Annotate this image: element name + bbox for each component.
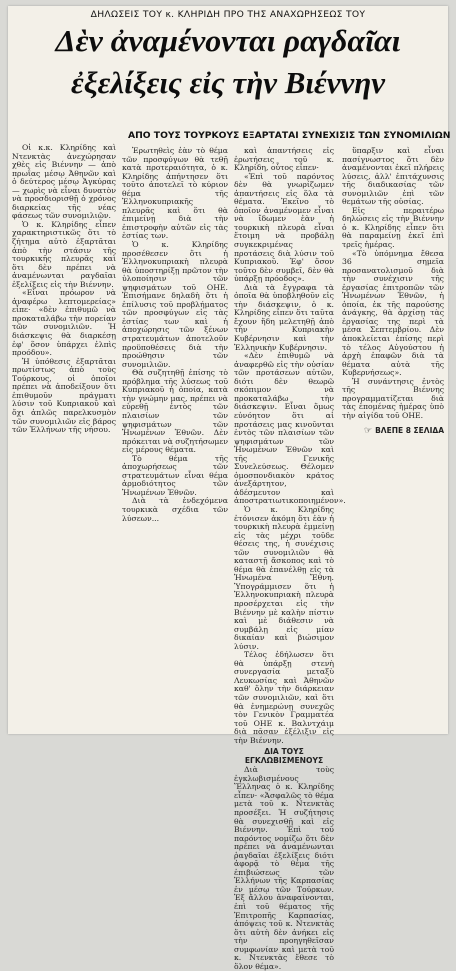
paragraph: «Ἐπὶ τοῦ παρόντος δὲν θὰ γνωρίζωμεν ἀπαντήσεις εἰς ὅλα τὰ θέματα. Ἐκεῖνο τὸ ὁποῖον ἀναμένομεν εἶναι νὰ ἴδωμεν ἐὰν ἡ τουρκικὴ πλευρὰ εἶναι ἕτοιμη νὰ προβάλῃ συγκεκριμένας προτάσεις διὰ λύσιν τοῦ Κυπριακοῦ. Ἐφ' ὅσον τοῦτο δὲν συμβεῖ, δὲν θὰ ὑπάρξῃ πρόοδος».	[234, 171, 334, 284]
paragraph: Ἐρωτηθεὶς ἐὰν τὸ θέμα τῶν προσφύγων θὰ τεθῇ κατὰ προτεραιότητα, ὁ κ. Κληρίδης ἀπήντησεν ὅτι τοῦτο ἀποτελεῖ τὸ κύριον θέμα τῆς Ἑλληνοκυπριακῆς πλευρᾶς καὶ ὅτι θὰ ἐπιμείνῃ διὰ τὴν ἐπιστροφὴν αὐτῶν εἰς τὰς ἑστίας των.	[122, 146, 228, 241]
paragraph: «Εἶναι πρόωρον νὰ ἀναφέρω λεπτομερείας» εἶπε· «δὲν ἐπιθυμῶ νὰ προκαταλάβω τὴν πορείαν τῶν συνομιλιῶν. Ἡ διάσκεψις θὰ διαρκέσῃ ἐφ' ὅσον ὑπάρχει ἐλπὶς προόδου».	[12, 288, 116, 358]
paragraph: Τέλος ἐδήλωσεν ὅτι θὰ ὑπάρξῃ στενὴ συνεργασία μεταξὺ Λευκωσίας καὶ Ἀθηνῶν καθ' ὅλην τὴν διάρκειαν τῶν συνομιλιῶν, καὶ ὅτι θὰ ἐνημερώνῃ συνεχῶς τὸν Γενικὸν Γραμματέα τοῦ ΟΗΕ κ. Βαλντχάιμ διὰ πᾶσαν ἐξέλιξιν εἰς τὴν Βιέννην.	[234, 650, 334, 745]
arrow-right-icon: ☞	[363, 425, 373, 436]
paragraph: Τὸ θέμα τῆς ἀποχωρήσεως τῶν στρατευμάτων εἶναι θέμα ἀρμοδιότητος τῶν Ἡνωμένων Ἐθνῶν.	[122, 453, 228, 497]
continued-on-page-note	[342, 427, 444, 436]
paragraph: Οἱ κ.κ. Κληρίδης καὶ Ντενκτὰς ἀνεχώρησαν χθὲς εἰς Βιέννην — ἀπὸ πρωΐας μέσῳ Ἀθηνῶν καὶ ὁ δεύτερος μέσῳ Ἀγκύρας — χωρὶς νὰ εἶναι δυνατὸν νὰ προσδιορισθῇ ὁ χρόνος διαρκείας τῆς νέας φάσεως τῶν συνομιλιῶν.	[12, 143, 116, 221]
paragraph: Θὰ συζητηθῇ ἐπίσης τὸ πρόβλημα τῆς λύσεως τοῦ Κυπριακοῦ ἡ ὁποία, κατὰ τὴν γνώμην μας, πρέπει νὰ εὑρεθῇ ἐντὸς τῶν πλαισίων τῶν ψηφισμάτων τῶν Ἡνωμένων Ἐθνῶν. Δὲν πρόκειται νὰ συζητήσωμεν εἰς μέρους θέματα.	[122, 368, 228, 455]
article-column-3	[234, 146, 346, 971]
paragraph: Ὁ κ. Κληρίδης ἐτόνισεν ἀκόμη ὅτι ἐὰν ἡ τουρκικὴ πλευρὰ ἐμμείνῃ εἰς τὰς μέχρι τοῦδε θέσεις της, ἡ συνέχισις τῶν συνομιλιῶν θὰ καταστῇ ἄσκοπος καὶ τὸ θέμα θὰ ἐπανέλθῃ εἰς τὰ Ἡνωμένα Ἔθνη. Ὑπογράμμισεν ὅτι ἡ Ἑλληνοκυπριακὴ πλευρὰ προσέρχεται εἰς τὴν Βιέννην μὲ καλὴν πίστιν καὶ μὲ διάθεσιν νὰ συμβάλῃ εἰς μίαν δικαίαν καὶ βιώσιμον λύσιν.	[234, 504, 334, 651]
paragraph: Ὁ κ. Κληρίδης εἶπεν χαρακτηριστικῶς ὅτι τὸ ζήτημα αὐτὸ ἐξαρτᾶται ἀπὸ τὴν στάσιν τῆς τουρκικῆς πλευρᾶς καὶ ὅτι δὲν πρέπει νὰ ἀναμένωνται ραγδαῖαι ἐξελίξεις εἰς τὴν Βιέννην.	[12, 219, 116, 289]
paragraph: Διὰ τὰ ἔγγραφα τὰ ὁποῖα θὰ ὑποβληθοῦν εἰς τὴν διάσκεψιν, ὁ κ. Κληρίδης εἶπεν ὅτι ταῦτα ἔχουν ἤδη μελετηθῇ ἀπὸ τὴν Κυπριακὴν Κυβέρνησιν καὶ τὴν Ἑλληνικὴν Κυβέρνησιν.	[234, 282, 334, 352]
kicker-line: ΔΗΛΩΣΕΙΣ ΤΟΥ κ. ΚΛΗΡΙΔΗ ΠΡΟ ΤΗΣ ΑΝΑΧΩΡΗΣΕΩΣ ΤΟΥ	[90, 9, 366, 20]
paragraph: Διὰ τὰ ἐνδεχόμενα τουρκικὰ σχέδια τῶν λύσεων...	[122, 496, 228, 523]
article-column-2	[122, 147, 228, 523]
paragraph: Διὰ τοὺς ἐγκλωβισμένους Ἕλληνας ὁ κ. Κληρίδης εἶπεν· «Ἀσφαλῶς τὸ θέμα μετὰ τοῦ κ. Ντενκτὰς προσέξει. Ἡ συζήτησις θὰ συνεχισθῇ καὶ εἰς Βιέννην. Ἐπὶ τοῦ παρόντος νομίζω ὅτι δὲν πρέπει νὰ ἀναμένωνται ῥαγδαῖαι ἐξελίξεις διότι ἀφορᾷ τὸ θέμα τῆς ἐπιβιώσεως τῶν Ἑλλήνων τῆς Καρπασίας ἐν μέσῳ τῶν Τούρκων. Ἐξ ἄλλου ἀναφαίνονται, ἐπὶ τοῦ θέματος τῆς Ἐπιτροπῆς Καρπασίας, ἀπόψεις τοῦ κ. Ντενκτὰς ὅτι αὐτὴ δὲν ἀνήκει εἰς τὴν προηγηθεῖσαν συμφωνίαν καὶ μετὰ τοῦ κ. Ντενκτὰς ἔθεσε τὸ ὅλον θέμα».	[234, 765, 334, 971]
paragraph: καὶ ἀπαντήσεις εἰς ἐρωτήσεις τοῦ κ. Κληρίδη, οὗτος εἶπεν·	[234, 146, 334, 173]
paragraph: «Δὲν ἐπιθυμῶ νὰ ἀναφερθῶ εἰς τὴν οὐσίαν τῶν προτάσεων αὐτῶν, διότι δὲν θεωρῶ σκόπιμον νὰ προκαταλάβω τὴν διάσκεψιν. Εἶναι ὅμως εὐνόητον ὅτι αἱ προτάσεις μας κινοῦνται ἐντὸς τῶν πλαισίων τῶν ψηφισμάτων τῶν Ἡνωμένων Ἐθνῶν καὶ τῆς Γενικῆς Συνελεύσεως. Θέλομεν ὁμοσπονδιακὸν κράτος ἀνεξάρτητον, ἀδέσμευτον καὶ ἀποστρατιωτικοποιημένον».	[234, 351, 346, 506]
article-column-4	[342, 147, 444, 435]
continued-label: ΒΛΕΠΕ 8 ΣΕΛΙΔΑ	[375, 425, 444, 435]
newspaper-clipping	[8, 6, 451, 971]
paragraph: «Τὸ ὑπόμνημα ἔθεσα 36 σημεῖα προσανατολισμοῦ διὰ τὴν συνέχισιν τῆς ἐργασίας ἐπιτροπῶν τῶν Ἡνωμένων Ἐθνῶν, ἡ ὁποία, ἐκ τῆς παρούσης ἀνάγκης, θὰ ἀρχίσῃ τὰς ἐργασίας της περὶ τὰ μέσα Σεπτεμβρίου. Δὲν ἀποκλείεται ἐπίσης περὶ τὸ τέλος Αὐγούστου ἡ ἀρχὴ ἐπαφῶν διὰ τὰ θέματα αὐτὰ τῆς Κυβερνήσεως».	[342, 248, 444, 378]
paragraph: Ὁ κ. Κληρίδης προσέθεσεν ὅτι ἡ Ἑλληνοκυπριακὴ πλευρὰ θὰ ὑποστηρίξῃ πρῶτον τὴν ὑλοποίησιν τῶν ψηφισμάτων τοῦ ΟΗΕ. Ἐπισήμανε δηλαδὴ ὅτι ἡ ἐπίλυσις τοῦ προβλήματος τῶν προσφύγων εἰς τὰς ἑστίας των καὶ ἡ ἀποχώρησις τῶν ξένων στρατευμάτων ἀποτελοῦν προϋποθέσεις διὰ τὴν προώθησιν τῶν συνομιλιῶν.	[122, 240, 228, 369]
paragraph: Ἡ ὑπόθεσις ἐξαρτᾶται πρωτίστως ἀπὸ τοὺς Τούρκους, οἱ ὁποῖοι πρέπει νὰ ἀποδείξουν ὅτι ἐπιθυμοῦν πράγματι λύσιν τοῦ Κυπριακοῦ καὶ ὄχι ἁπλῶς παρελκυσμὸν τῶν συνομιλιῶν εἰς βάρος τῶν Ἑλλήνων τῆς νήσου.	[12, 356, 116, 435]
paragraph: Ἡ συνάντησις ἐντὸς τῆς Βιέννης προγραμματίζεται διὰ τὰς ἑπομένας ἡμέρας ὑπὸ τὴν αἰγίδα τοῦ ΟΗΕ.	[342, 376, 444, 420]
headline-line-2: ἐξελίξεις εἰς τὴν Βιέννην	[70, 65, 386, 100]
section-heading: ΔΙΑ ΤΟΥΣ ΕΓΚΛΩΒΙΣΜΕΝΟΥΣ	[244, 747, 324, 766]
article-column-1	[12, 144, 116, 435]
headline-line-1: Δὲν ἀναμένονται ραγδαῖαι	[55, 23, 401, 58]
subheadline: ΑΠΟ ΤΟΥΣ ΤΟΥΡΚΟΥΣ ΕΞΑΡΤΑΤΑΙ ΣΥΝΕΧΙΣΙΣ ΤΩΝ ΣΥΝΟΜΙΛΙΩΝ	[128, 130, 451, 141]
paragraph: ὕπαρξιν καὶ εἶναι πασίγνωστος ὅτι δὲν ἀναμένονται ἐκεῖ πλήρεις λύσεις, ἀλλ' ἐπιτάχυνσις τῆς διαδικασίας τῶν συνομιλιῶν ἐπὶ τῶν θεμάτων τῆς οὐσίας.	[342, 146, 444, 207]
paragraph: Εἰς περαιτέρω δηλώσεις εἰς τὴν Βιέννην ὁ κ. Κληρίδης εἶπεν ὅτι θὰ παραμείνῃ ἐκεῖ ἐπὶ τρεῖς ἡμέρας.	[342, 205, 444, 250]
